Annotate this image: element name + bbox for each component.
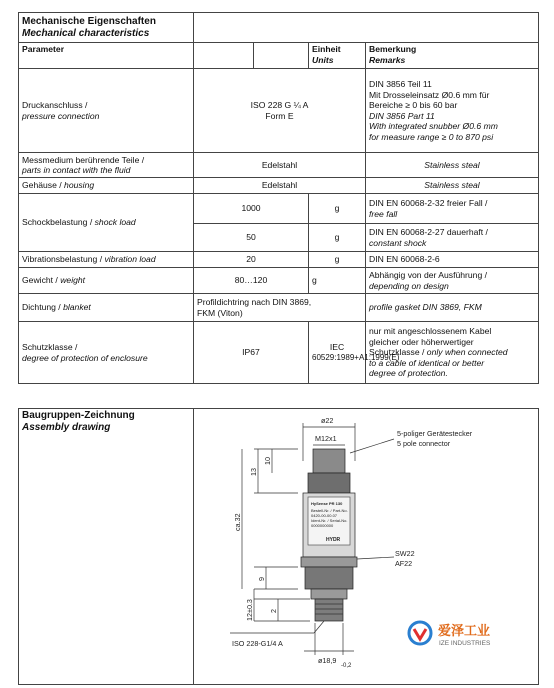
dim-d22: ø22 — [321, 416, 334, 425]
header-remark-de: Bemerkung — [369, 44, 417, 54]
dim-10: 10 — [263, 457, 272, 465]
conn-label-de: 5-poliger Gerätestecker — [397, 429, 473, 438]
shock-value-1: 1000 — [194, 194, 309, 224]
shock-unit-1: g — [309, 194, 366, 224]
protection-label-de: Schutzklasse / — [22, 342, 78, 352]
assembly-drawing-cell — [194, 409, 539, 685]
header-unit-en: Units — [312, 54, 334, 65]
protection-remark — [366, 322, 539, 384]
vibration-label-de: Vibrationsbelastung / — [22, 254, 103, 265]
logo-en: IZE INDUSTRIES — [439, 640, 491, 647]
assembly-drawing-table — [18, 408, 539, 685]
table-row — [19, 178, 539, 194]
pressure-label — [19, 69, 194, 153]
medium-value: Edelstahl — [194, 153, 366, 178]
protection-label — [19, 322, 194, 384]
title-spacer — [194, 13, 539, 43]
dim-13: 13 — [249, 468, 258, 476]
sensor-label-l4: 0000000000 — [311, 523, 334, 528]
medium-label — [19, 153, 194, 178]
shock-label — [19, 194, 194, 252]
header-remark-en: Remarks — [369, 54, 406, 65]
sensor-label-l1: Bestell-Nr. / Part-No. — [311, 508, 348, 513]
table-row — [19, 194, 539, 224]
seal-label-de: Dichtung / — [22, 302, 61, 313]
weight-unit: g — [309, 268, 366, 294]
shock-label-en: shock load — [94, 217, 136, 228]
shock-remark-2-en: constant shock — [369, 237, 427, 248]
title-en: Mechanical characteristics — [22, 27, 150, 39]
weight-remark — [366, 268, 539, 294]
seal-label — [19, 294, 194, 322]
protection-remark-de: nur mit angeschlossenem Kabel gleicher oder höherwertiger Schutzklasse / — [369, 326, 492, 358]
header-remarks — [366, 43, 539, 69]
weight-label-de: Gewicht / — [22, 275, 58, 286]
shock-remark-2-de: DIN EN 60068-2-27 dauerhaft / — [369, 227, 488, 237]
protection-remark-en-inline: only when connected — [426, 347, 508, 358]
table-row — [19, 322, 539, 384]
ize-logo — [409, 622, 491, 647]
table-title — [19, 13, 194, 43]
pressure-label-de: Druckanschluss / — [22, 100, 88, 110]
shock-remark-1 — [366, 194, 539, 224]
pressure-remark — [366, 69, 539, 153]
vibration-unit: g — [309, 252, 366, 268]
dim-tol: -0,2 — [341, 663, 352, 669]
dim-af22: AF22 — [395, 559, 413, 568]
dim-ca32: ca.32 — [233, 513, 242, 531]
table-row — [19, 153, 539, 178]
shock-remark-1-en: free fall — [369, 208, 398, 219]
shock-value-2: 50 — [194, 224, 309, 252]
pressure-value-1: ISO 228 G ¼ A — [250, 100, 309, 110]
pressure-value — [194, 69, 366, 153]
sensor-label-l3: Ident-Nr. / Serial-No. — [311, 518, 348, 523]
vibration-remark: DIN EN 60068-2-6 — [366, 252, 539, 268]
protection-unit-2: 60529:1989+A1:1999(E) — [312, 352, 400, 362]
protection-remark-en: to a cable of identical or better degree of protection. — [369, 357, 485, 379]
conn-label-en: 5 pole connector — [397, 439, 451, 448]
table-row — [19, 252, 539, 268]
sensor-label-brand2: HYDR — [326, 537, 341, 543]
vibration-value: 20 — [194, 252, 309, 268]
header-unit-de: Einheit — [312, 44, 341, 54]
housing-label — [19, 178, 194, 194]
sensor-drawing — [194, 409, 538, 681]
dim-9: 9 — [257, 577, 266, 581]
weight-label — [19, 268, 194, 294]
header-empty-2 — [254, 43, 309, 69]
housing-remark: Stainless steal — [366, 178, 539, 194]
header-units — [309, 43, 366, 69]
table-row — [19, 294, 539, 322]
shock-label-de: Schockbelastung / — [22, 217, 93, 228]
weight-label-en: weight — [60, 275, 86, 286]
table-row — [19, 268, 539, 294]
dim-sw22: SW22 — [395, 549, 415, 558]
table-row — [19, 69, 539, 153]
seal-label-en: blanket — [63, 302, 91, 313]
pressure-value-2: Form E — [265, 110, 294, 121]
pressure-remark-de: DIN 3856 Teil 11 Mit Drosseleinsatz Ø0.6 mm für Bereiche ≥ 0 bis 60 bar — [369, 79, 490, 110]
dim-m12: M12x1 — [315, 434, 337, 443]
header-parameter: Parameter — [19, 43, 194, 69]
housing-label-de: Gehäuse / — [22, 180, 62, 191]
weight-remark-de: Abhängig von der Ausführung / — [369, 270, 488, 280]
header-empty-1 — [194, 43, 254, 69]
dim-2: 2 — [269, 609, 278, 613]
housing-value: Edelstahl — [194, 178, 366, 194]
assembly-title-en: Assembly drawing — [22, 422, 111, 433]
assembly-title — [19, 409, 194, 685]
shock-unit-2: g — [309, 224, 366, 252]
protection-unit — [309, 322, 400, 384]
protection-value: IP67 — [194, 322, 309, 384]
seal-value: Profildichtring nach DIN 3869, FKM (Viton) — [194, 294, 366, 322]
sensor-label-brand: HySense PR 130 — [311, 501, 343, 506]
sensor-label-l2: 0420-00-00.07 — [311, 513, 338, 518]
medium-label-de: Messmedium berührende Teile / — [22, 154, 145, 165]
pressure-remark-en: DIN 3856 Part 11 With integrated snubber Ø0.6 mm for measure range ≥ 0 to 870 psi — [369, 110, 498, 142]
medium-remark: Stainless steal — [366, 153, 539, 178]
medium-label-en: parts in contact with the fluid — [22, 165, 131, 175]
dim-12: 12±0.3 — [245, 599, 254, 621]
title-de: Mechanische Eigenschaften — [22, 15, 156, 27]
vibration-label — [19, 252, 194, 268]
mechanical-characteristics-table — [18, 12, 539, 384]
housing-label-en: housing — [64, 180, 95, 191]
seal-remark: profile gasket DIN 3869, FKM — [366, 294, 539, 322]
vibration-label-en: vibration load — [104, 254, 156, 265]
dim-d189: ø18,9 — [318, 656, 337, 665]
protection-unit-1: IEC — [329, 342, 345, 352]
thread-label: ISO 228-G1/4 A — [232, 639, 283, 648]
shock-remark-1-de: DIN EN 60068-2-32 freier Fall / — [369, 198, 488, 208]
logo-cn: 爱泽工业 — [438, 623, 491, 638]
shock-remark-2 — [366, 224, 539, 252]
protection-label-en: degree of protection of enclosure — [22, 352, 148, 363]
weight-remark-en: depending on design — [369, 280, 449, 291]
pressure-label-en: pressure connection — [22, 110, 100, 121]
assembly-title-de: Baugruppen-Zeichnung — [22, 410, 135, 421]
weight-value: 80…120 — [194, 268, 309, 294]
